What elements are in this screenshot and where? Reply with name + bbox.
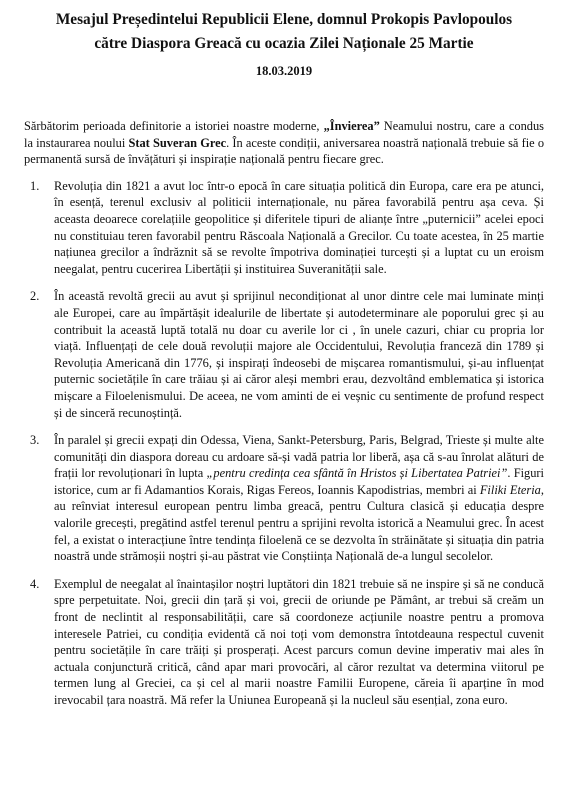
title-line-1: Mesajul Președintelui Republicii Elene, domnul Prokopis Pavlopoulos: [55, 11, 513, 28]
list-number: 2.: [30, 289, 40, 304]
list-item-3: [24, 432, 544, 565]
intro-text-1: Sărbătorim perioada definitorie a istoriei noastre moderne,: [24, 119, 324, 133]
document-body: [24, 118, 544, 709]
list-item-4: [24, 576, 544, 709]
list-number: 4.: [30, 576, 40, 591]
list-item-text: În această revoltă grecii au avut și sprijinul necondiționat al unor dintre cele mai luminate minți ale Europei, care au împărtășit idealurile de libertate și autodeterminare ale poporului grec și au contribuit la această luptă totală nu doar cu averile lor ci , în unele cazuri, chiar cu propria lor viață. Influențați de cele două revoluții majore ale Occidentului, Revoluția franceză din 1789 și Revoluția Americană din 1776, și inspirați îndeosebi de mișcarea romantismului, și-au influențat puternic societățile în care trăiau și ai căror aleși membri erau, dezvoltând emblematica și istorica mișcare a Filoelenismului. De aceea, ne vom aminti de ei veșnic cu sentimente de profund respect și de sinceră recunoștință.: [54, 289, 544, 420]
list-item-italic-quote: „pentru credința cea sfântă în Hristos și Libertatea Patriei”: [206, 466, 508, 481]
intro-paragraph: [24, 118, 544, 168]
intro-text-3: . În aceste condiții, aniversarea noastră națională trebuie să fie o permanentă sursă de învățături și inspirație națională pentru fiecare grec.: [24, 135, 545, 167]
document-header: [24, 8, 544, 80]
intro-bold-1: „Învierea”: [323, 119, 380, 133]
list-number: 3.: [30, 433, 40, 448]
title-line-2: către Diaspora Greacă cu ocazia Zilei Naționale 25 Martie: [94, 35, 474, 52]
intro-bold-2: Stat Suveran Grec: [128, 135, 227, 150]
list-item-text-part-3: , au reînviat interesul european pentru limba greacă, pentru Cultura clasică și educația despre valorile grecești, pregătind astfel terenul pentru a sprijini revolta istorică a Neamului grec. În acest fel, a existat o interacțiune între tendința filoelenă ce se dezvolta în străinătate și situația din patria noastră unde strămoșii noștri și-au păstrat vie Conștiința Națională de-a lungul secolelor.: [54, 482, 544, 564]
list-number: 1.: [30, 178, 40, 193]
numbered-list: [24, 178, 544, 709]
list-item-text: Exemplul de neegalat al înaintașilor noștri luptători din 1821 trebuie să ne inspire și să ne conducă spre perpetuitate. Noi, grecii din țară și voi, grecii de oriunde pe Pământ, ar trebui să creăm un front de neclintit al responsabilității, care să coordoneze acțiunile noastre pentru a promova interesele Patriei, cu condiția evidentă că noi toți vom demonstra întotdeauna respectul cuvenit pentru societățile în care trăiți și prosperați. Acest parcurs comun devine imperativ mai ales în actuala conjunctură critică, când apar mari provocări, al căror rezultat va determina viitorul pe termen lung al Greciei, ca și cel al marii noastre Familii Europene, căreia îi aparține în mod irevocabil țara noastră. Mă refer la Uniunea Europeană și la nucleul său esențial, zona euro.: [54, 576, 544, 707]
list-item-text: Revoluția din 1821 a avut loc într-o epocă în care situația politică din Europa, care era pe atunci, în esență, terenul exclusiv al politicii internaționale, nu părea favorabilă pentru așa ceva. Și aceasta deoarece corelațiile geopolitice și diferitele tipuri de alianțe între „puternicii” acelei epoci nu constituiau teren favorabil pentru Răscoala Națională a Grecilor. Cu toate acestea, în 25 martie națiunea grecilor a îndrăznit să se revolte împotriva dominației turcești și a luptat cu un eroism neegalat, pentru cucerirea Libertății și instituirea Suveranității sale.: [54, 178, 544, 276]
list-item-1: [24, 178, 544, 278]
list-item-2: [24, 288, 544, 421]
list-item-text-part-2: . Figuri istorice, cum ar fi Adamantios Korais, Rigas Fereos, Ioannis Kapodistrias, membri ai: [54, 466, 544, 497]
list-item-italic-name: Filiki Eteria: [479, 482, 541, 497]
document-date: 18.03.2019: [255, 64, 313, 78]
intro-text-2: Neamului nostru, care a condus la instaurarea noului: [24, 119, 545, 150]
list-item-text-part-1: În paralel și grecii expați din Odessa, Viena, Sankt-Petersburg, Paris, Belgrad, Trieste și multe alte comunități din diaspora doreau cu ardoare să-și vadă patria lor liberă, așa că s-au înrolat alături de frații lor revoluționari în lupta: [54, 433, 544, 481]
